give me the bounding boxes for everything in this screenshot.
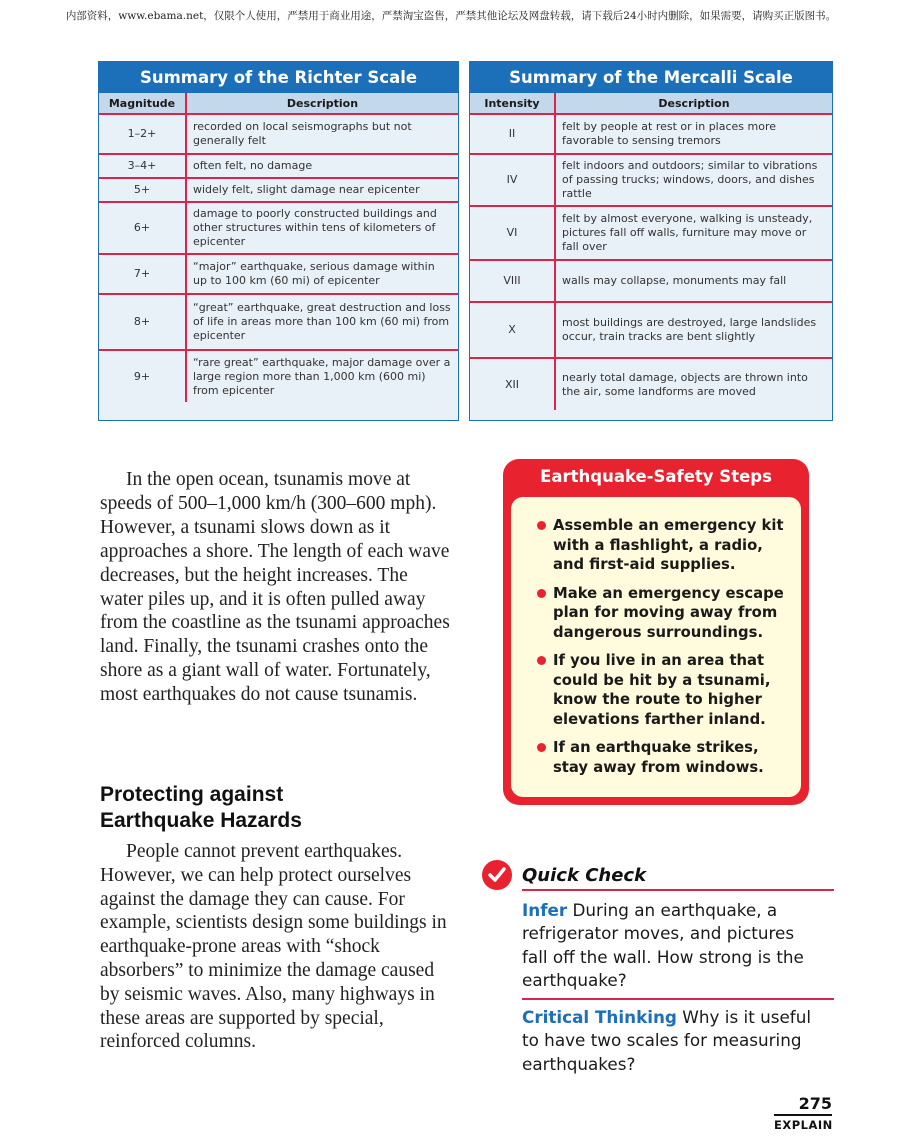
tsunami-paragraph-block: [100, 468, 452, 707]
table-row: [470, 302, 832, 358]
divider: [522, 889, 834, 891]
list-item: [535, 738, 787, 777]
richter-col-magnitude: Magnitude: [99, 93, 186, 114]
mercalli-description: felt by almost everyone, walking is unsteady, pictures fall off walls, furniture may move or fall over: [555, 206, 832, 260]
mercalli-intensity: VI: [470, 206, 555, 260]
page-number: 275: [798, 1094, 832, 1113]
richter-magnitude: 7+: [99, 254, 186, 294]
richter-magnitude: 9+: [99, 350, 186, 402]
mercalli-col-intensity: Intensity: [470, 93, 555, 114]
table-row: [470, 358, 832, 410]
safety-step-text: If an earthquake strikes, stay away from windows.: [553, 739, 764, 776]
safety-step-text: Assemble an emergency kit with a flashlight, a radio, and first-aid supplies.: [553, 517, 784, 573]
safety-steps-title: Earthquake-Safety Steps: [540, 467, 772, 486]
richter-magnitude: 1–2+: [99, 114, 186, 154]
divider: [522, 998, 834, 1000]
copyright-notice: 内部资料，www.ebama.net，仅限个人使用，严禁用于商业用途，严禁淘宝盗售，严禁其他论坛及网盘转载，请下载后24小时内删除，如果需要，请购买正版图书。: [65, 10, 837, 22]
richter-description: “great” earthquake, great destruction and loss of life in areas more than 100 km (60 mi) from epicenter: [186, 294, 458, 350]
safety-steps-list: [511, 497, 801, 797]
mercalli-intensity: IV: [470, 154, 555, 206]
question-text: During an earthquake, a refrigerator moves, and pictures fall off the wall. How strong is the earthquake?: [522, 900, 804, 991]
question-label: Critical Thinking: [522, 1007, 677, 1027]
section-heading-line: Protecting against: [100, 783, 284, 806]
safety-steps-box: [503, 459, 809, 805]
section-heading-line: Earthquake Hazards: [100, 809, 302, 832]
mercalli-description: felt indoors and outdoors; similar to vibrations of passing trucks; windows, doors, and dishes rattle: [555, 154, 832, 206]
table-row: [99, 202, 458, 254]
richter-description: “rare great” earthquake, major damage over a large region more than 1,000 km (600 mi) from epicenter: [193, 355, 451, 397]
bullet-icon: [537, 743, 546, 752]
list-item: [535, 516, 787, 575]
richter-scale-table: [98, 61, 459, 421]
table-row: [99, 294, 458, 350]
mercalli-intensity: VIII: [470, 260, 555, 302]
question-text: Why is it useful to have two scales for measuring earthquakes?: [522, 1007, 812, 1074]
protection-paragraph: People cannot prevent earthquakes. However, we can help protect ourselves against the damage they can cause. For example, scientists design some buildings in earthquake-prone areas with “shock absorbers” to minimize the damage caused by seismic waves. Also, many highways in these areas are supported by special, reinforced columns.: [100, 841, 447, 1053]
list-item: [535, 584, 787, 643]
mercalli-description: most buildings are destroyed, large landslides occur, train tracks are bent slightly: [555, 302, 832, 358]
table-row: [470, 206, 832, 260]
list-item: [535, 651, 787, 729]
bullet-icon: [537, 589, 546, 598]
table-row: [470, 260, 832, 302]
bullet-icon: [537, 656, 546, 665]
question-label: Infer: [522, 900, 568, 920]
quick-check-question-infer: [522, 899, 822, 993]
mercalli-intensity: XII: [470, 358, 555, 410]
protection-paragraph-block: [100, 840, 455, 1054]
richter-description: damage to poorly constructed buildings and other structures within tens of kilometers of epicenter: [186, 202, 458, 254]
richter-magnitude: 6+: [99, 202, 186, 254]
richter-description: “major” earthquake, serious damage within up to 100 km (60 mi) of epicenter: [186, 254, 458, 294]
mercalli-intensity: II: [470, 114, 555, 154]
safety-step-text: If you live in an area that could be hit by a tsunami, know the route to higher elevations farther inland.: [553, 652, 771, 728]
safety-step-text: Make an emergency escape plan for moving away from dangerous surroundings.: [553, 584, 784, 641]
mercalli-table-title: Summary of the Mercalli Scale: [470, 62, 832, 93]
table-row: [99, 154, 458, 178]
checkmark-icon: [482, 860, 512, 890]
richter-magnitude: 3–4+: [99, 154, 186, 178]
section-label: EXPLAIN: [774, 1118, 833, 1132]
quick-check-title: Quick Check: [522, 865, 647, 886]
bullet-icon: [537, 521, 546, 530]
richter-magnitude: 5+: [99, 178, 186, 202]
table-row: [99, 254, 458, 294]
tsunami-paragraph: In the open ocean, tsunamis move at speeds of 500–1,000 km/h (300–600 mph). However, a tsunami slows down as it approaches a shore. The length of each wave decreases, but the height increases. The water piles up, and it is often pulled away from the coastline as the tsunami approaches land. Finally, the tsunami crashes onto the shore as a giant wall of water. Fortunately, most earthquakes do not cause tsunamis.: [100, 469, 450, 706]
quick-check-question-critical: [522, 1006, 822, 1076]
mercalli-description: walls may collapse, monuments may fall: [555, 260, 832, 302]
richter-description: often felt, no damage: [186, 154, 458, 178]
richter-description: recorded on local seismographs but not generally felt: [186, 114, 458, 154]
richter-table-title: Summary of the Richter Scale: [99, 62, 458, 93]
table-row: [99, 114, 458, 154]
mercalli-description: felt by people at rest or in places more favorable to sensing tremors: [555, 114, 832, 154]
table-row: [99, 350, 458, 402]
mercalli-intensity: X: [470, 302, 555, 358]
mercalli-description: nearly total damage, objects are thrown into the air, some landforms are moved: [562, 370, 808, 398]
table-row: [99, 178, 458, 202]
table-row: [470, 114, 832, 154]
table-row: [470, 154, 832, 206]
richter-magnitude: 8+: [99, 294, 186, 350]
richter-description: widely felt, slight damage near epicenter: [186, 178, 458, 202]
section-heading: [100, 782, 400, 834]
richter-col-description: Description: [186, 93, 458, 114]
mercalli-col-description: Description: [555, 93, 832, 114]
divider: [774, 1114, 832, 1116]
mercalli-scale-table: [469, 61, 833, 421]
